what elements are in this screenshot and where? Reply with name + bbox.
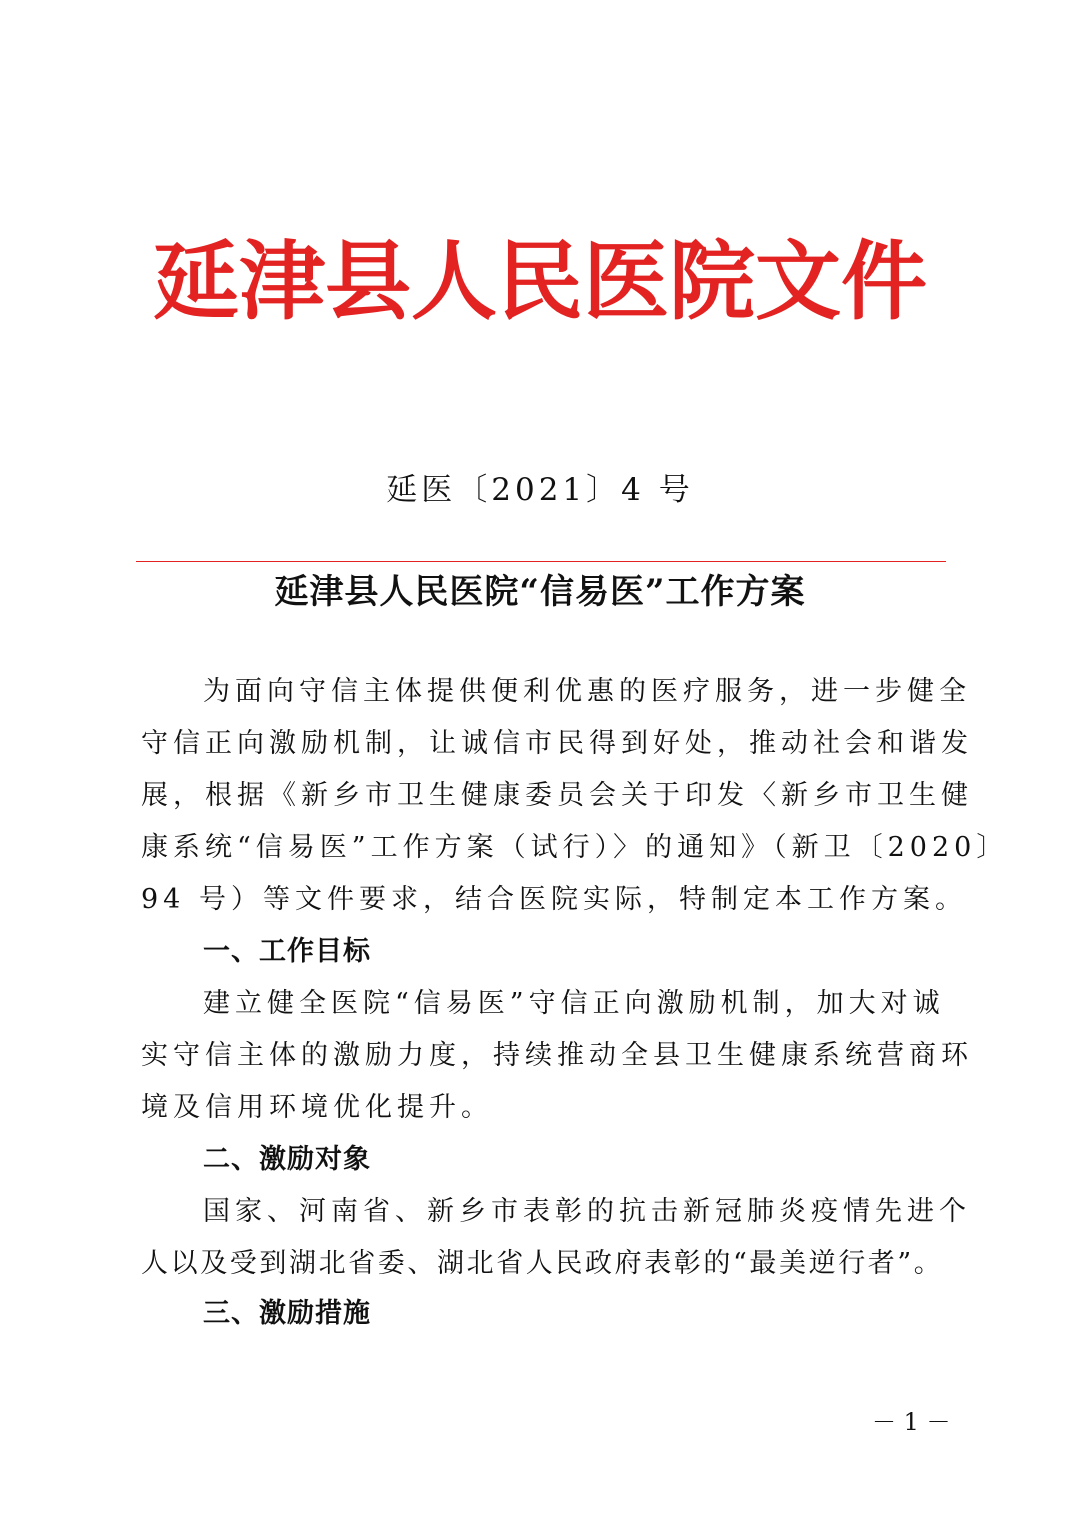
document-header-title: 延津县人民医院文件 bbox=[153, 231, 927, 332]
targets-line: 人以及受到湖北省委、湖北省人民政府表彰的“最美逆行者”。 bbox=[141, 1248, 944, 1279]
intro-line: 康系统“信易医”工作方案（试行）〉的通知》（新卫〔2020〕 bbox=[141, 832, 1009, 863]
goals-line: 建立健全医院“信易医”守信正向激励机制，加大对诚 bbox=[203, 988, 945, 1019]
section-heading-targets: 二、激励对象 bbox=[203, 1144, 371, 1175]
section-heading-measures: 三、激励措施 bbox=[203, 1298, 371, 1329]
red-divider-line bbox=[136, 561, 946, 562]
section-goals-paragraph bbox=[141, 978, 973, 1134]
goals-line: 实守信主体的激励力度，持续推动全县卫生健康系统营商环 bbox=[141, 1040, 973, 1071]
document-number: 延医〔2021〕4 号 bbox=[386, 472, 694, 508]
intro-line: 守信正向激励机制，让诚信市民得到好处，推动社会和谐发 bbox=[141, 728, 973, 759]
targets-line: 国家、河南省、新乡市表彰的抗击新冠肺炎疫情先进个 bbox=[203, 1196, 971, 1227]
intro-line: 展，根据《新乡市卫生健康委员会关于印发〈新乡市卫生健 bbox=[141, 780, 973, 811]
intro-paragraph bbox=[141, 666, 1009, 926]
goals-line: 境及信用环境优化提升。 bbox=[141, 1092, 493, 1123]
page-title: 延津县人民医院“信易医”工作方案 bbox=[274, 572, 806, 612]
section-targets-paragraph bbox=[141, 1186, 971, 1290]
intro-line: 为面向守信主体提供便利优惠的医疗服务，进一步健全 bbox=[203, 676, 971, 707]
section-heading-goals: 一、工作目标 bbox=[203, 936, 371, 967]
intro-line: 94 号）等文件要求，结合医院实际，特制定本工作方案。 bbox=[141, 884, 967, 915]
page-number: － 1 － bbox=[872, 1408, 951, 1436]
